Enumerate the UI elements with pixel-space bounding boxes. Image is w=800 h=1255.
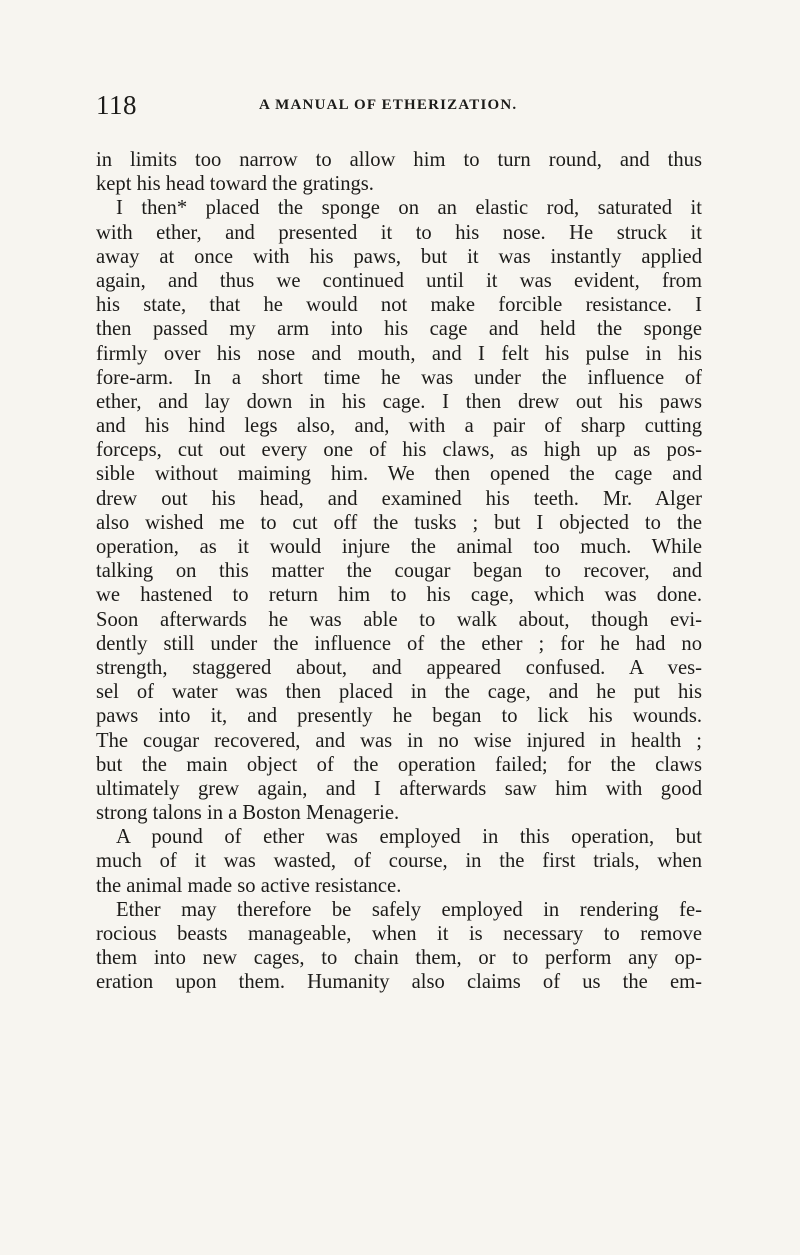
text-line: eration upon them. Humanity also claims of us the em- [96,971,702,994]
text-line: then passed my arm into his cage and held the sponge [96,318,702,341]
text-line: sible without maiming him. We then opened the cage and [96,463,702,486]
text-line: I then* placed the sponge on an elastic rod, saturated it [116,197,702,220]
text-line: them into new cages, to chain them, or to perform any op- [96,947,702,970]
text-line: drew out his head, and examined his teeth. Mr. Alger [96,487,702,510]
text-line: forceps, cut out every one of his claws, as high up as pos- [96,439,702,462]
text-line: firmly over his nose and mouth, and I felt his pulse in his [96,342,702,365]
text-line: away at once with his paws, but it was instantly applied [96,245,702,268]
text-line: A pound of ether was employed in this operation, but [116,826,702,849]
text-line: rocious beasts manageable, when it is necessary to remove [96,923,702,945]
text-line: fore-arm. In a short time he was under the influence of [96,366,702,389]
text-line: kept his head toward the gratings. [96,173,374,196]
text-line: ultimately grew again, and I afterwards saw him with good [96,777,702,800]
text-line: sel of water was then placed in the cage, and he put his [96,681,702,704]
text-line: with ether, and presented it to his nose. He struck it [96,221,702,244]
text-line: in limits too narrow to allow him to turn round, and thus [96,149,702,171]
text-line: and his hind legs also, and, with a pair of sharp cutting [96,415,702,438]
text-line: also wished me to cut off the tusks ; but I objected to the [96,511,702,534]
text-line: strong talons in a Boston Menagerie. [96,802,400,825]
text-line: the animal made so active resistance. [96,874,402,897]
text-line: dently still under the influence of the ether ; for he had no [96,632,702,655]
page-number: 118 [96,90,137,120]
text-line: The cougar recovered, and was in no wise injured in health ; [96,729,702,752]
text-line: we hastened to return him to his cage, which was done. [96,584,702,607]
text-line: talking on this matter the cougar began to recover, and [96,560,702,583]
text-line: operation, as it would injure the animal too much. While [96,536,702,558]
text-line: strength, staggered about, and appeared confused. A ves- [96,656,702,679]
text-line: Ether may therefore be safely employed in rendering fe- [116,898,702,921]
text-line: paws into it, and presently he began to lick his wounds. [96,705,702,728]
running-head [96,90,696,124]
text-line: again, and thus we continued until it was evident, from [96,269,702,292]
running-title: A MANUAL OF ETHERIZATION. [259,97,518,113]
body-text [96,148,702,995]
text-line: his state, that he would not make forcible resistance. I [96,294,702,317]
text-line: much of it was wasted, of course, in the first trials, when [96,850,702,873]
text-line: but the main object of the operation failed; for the claws [96,753,702,776]
text-line: ether, and lay down in his cage. I then drew out his paws [96,390,702,413]
text-line: Soon afterwards he was able to walk about, though evi- [96,608,702,631]
